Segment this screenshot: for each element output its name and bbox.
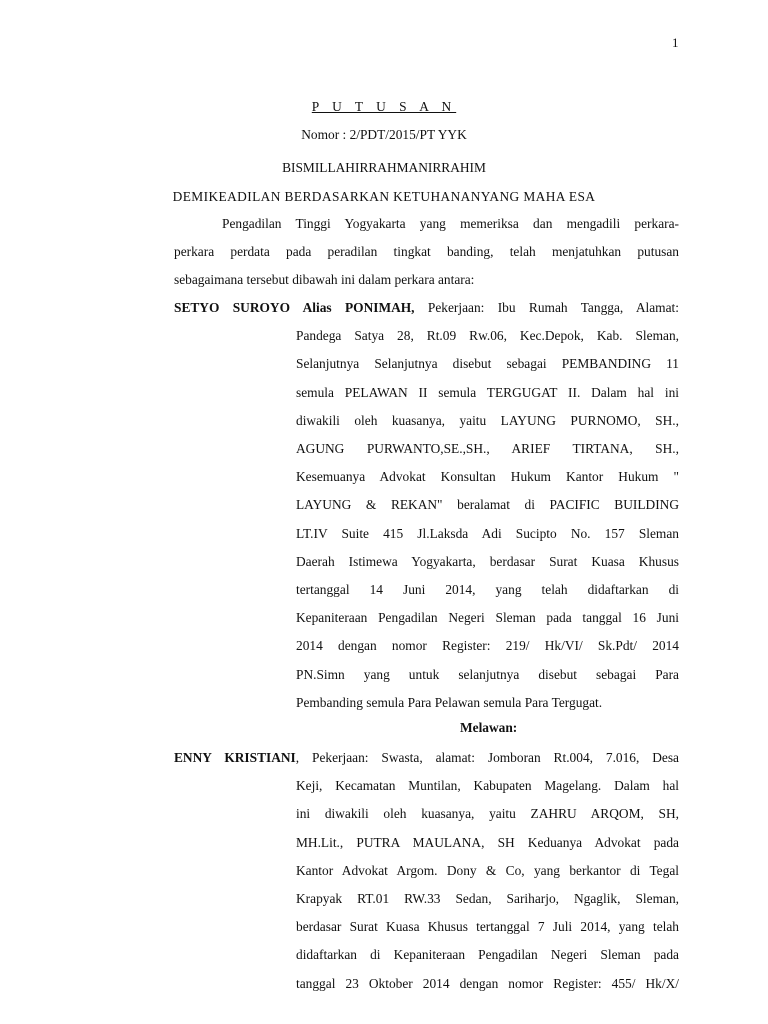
appellant-first-line: SETYO SUROYO Alias PONIMAH, Pekerjaan: Ibu Rumah Tangga, Alamat:	[174, 300, 679, 315]
appellant-line: AGUNG PURWANTO,SE.,SH., ARIEF TIRTANA, SH.,	[296, 441, 679, 457]
appellant-line: diwakili oleh kuasanya, yaitu LAYUNG PURNOMO, SH.,	[296, 412, 679, 428]
respondent-details	[296, 772, 679, 998]
appellant-line: Pembanding semula Para Pelawan semula Para Tergugat.	[296, 694, 603, 710]
appellant-block	[174, 294, 679, 717]
appellant-name: SETYO SUROYO Alias PONIMAH,	[174, 300, 415, 315]
respondent-line: Keji, Kecamatan Muntilan, Kabupaten Magelang. Dalam hal	[296, 778, 679, 794]
intro-paragraph	[174, 210, 679, 294]
respondent-name: ENNY KRISTIANI	[174, 750, 296, 765]
intro-line: Pengadilan Tinggi Yogyakarta yang memeriksa dan mengadili perkara-	[222, 216, 679, 231]
respondent-line: tanggal 23 Oktober 2014 dengan nomor Register: 455/ Hk/X/	[296, 975, 679, 991]
appellant-line: Selanjutnya Selanjutnya disebut sebagai PEMBANDING 11	[296, 356, 679, 372]
intro-line: sebagaimana tersebut dibawah ini dalam perkara antara:	[174, 272, 475, 287]
justice-heading: DEMIKEADILAN BERDASARKAN KETUHANANYANG MAHA ESA	[172, 189, 596, 204]
appellant-line: Pandega Satya 28, Rt.09 Rw.06, Kec.Depok, Kab. Sleman,	[296, 328, 679, 344]
respondent-block	[174, 744, 679, 998]
document-title: P U T U S A N	[311, 99, 457, 114]
respondent-line: ini diwakili oleh kuasanya, yaitu ZAHRU ARQOM, SH,	[296, 806, 679, 822]
appellant-line: PN.Simn yang untuk selanjutnya disebut sebagai Para	[296, 666, 679, 682]
appellant-line: 2014 dengan nomor Register: 219/ Hk/VI/ Sk.Pdt/ 2014	[296, 638, 679, 654]
respondent-line: didaftarkan di Kepaniteraan Pengadilan Negeri Sleman pada	[296, 947, 679, 963]
respondent-line: berdasar Surat Kuasa Khusus tertanggal 7 Juli 2014, yang telah	[296, 919, 679, 935]
respondent-line: MH.Lit., PUTRA MAULANA, SH Keduanya Advokat pada	[296, 834, 679, 850]
page-number: 1	[672, 35, 679, 50]
respondent-line: Kantor Advokat Argom. Dony & Co, yang berkantor di Tegal	[296, 862, 679, 878]
appellant-line: LT.IV Suite 415 Jl.Laksda Adi Sucipto No. 157 Sleman	[296, 525, 679, 541]
versus-heading: Melawan:	[460, 720, 518, 735]
appellant-line: LAYUNG & REKAN" beralamat di PACIFIC BUILDING	[296, 497, 679, 513]
appellant-line: semula PELAWAN II semula TERGUGAT II. Dalam hal ini	[296, 384, 679, 400]
respondent-line: Krapyak RT.01 RW.33 Sedan, Sariharjo, Ngaglik, Sleman,	[296, 891, 679, 907]
case-number: Nomor : 2/PDT/2015/PT YYK	[301, 127, 467, 142]
appellant-line: tertanggal 14 Juni 2014, yang telah didaftarkan di	[296, 582, 679, 598]
bismillah-heading: BISMILLAHIRRAHMANIRRAHIM	[282, 160, 486, 175]
intro-line: perkara perdata pada peradilan tingkat banding, telah menjatuhkan putusan	[174, 244, 679, 259]
appellant-line: Kepaniteraan Pengadilan Negeri Sleman pada tanggal 16 Juni	[296, 610, 679, 626]
appellant-details	[296, 322, 679, 717]
respondent-first-line: ENNY KRISTIANI, Pekerjaan: Swasta, alamat: Jomboran Rt.004, 7.016, Desa	[174, 750, 679, 765]
appellant-line: Kesemuanya Advokat Konsultan Hukum Kantor Hukum "	[296, 469, 679, 485]
appellant-line: Daerah Istimewa Yogyakarta, berdasar Surat Kuasa Khusus	[296, 553, 679, 569]
